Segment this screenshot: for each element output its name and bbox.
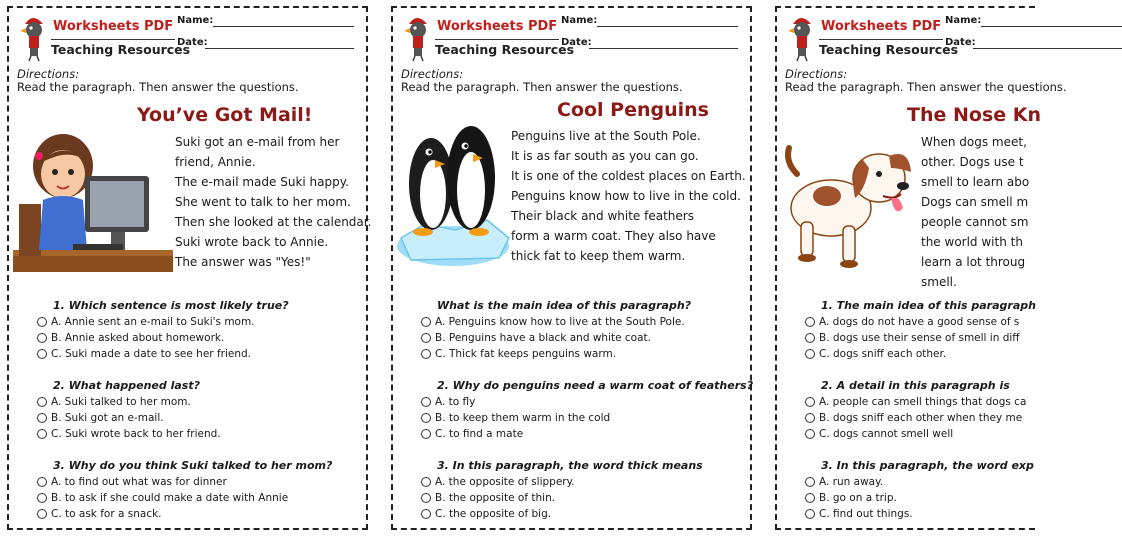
question-prompt: 1. Which sentence is most likely true?	[53, 299, 289, 312]
story-title: You’ve Got Mail!	[137, 104, 313, 126]
paragraph-line: other. Dogs use t	[921, 155, 1024, 169]
answer-option[interactable]: B. to ask if she could make a date with Annie	[37, 491, 288, 505]
answer-option[interactable]: C. the opposite of big.	[421, 507, 551, 521]
radio-circle-icon[interactable]	[37, 349, 47, 359]
directions-heading: Directions:	[17, 67, 80, 81]
brand-title: Worksheets PDF	[821, 19, 942, 34]
date-label: Date:	[177, 37, 208, 48]
paragraph-line: learn a lot throug	[921, 255, 1026, 269]
radio-circle-icon[interactable]	[805, 397, 815, 407]
answer-option[interactable]: A. the opposite of slippery.	[421, 475, 575, 489]
paragraph-line: Suki wrote back to Annie.	[175, 235, 329, 249]
paragraph-line: Dogs can smell m	[921, 195, 1029, 209]
paragraph-line: It is one of the coldest places on Earth.	[511, 169, 746, 183]
paragraph-line: It is as far south as you can go.	[511, 149, 699, 163]
radio-circle-icon[interactable]	[37, 509, 47, 519]
answer-option[interactable]: B. Annie asked about homework.	[37, 331, 224, 345]
brand-title: Worksheets PDF	[437, 19, 558, 34]
radio-circle-icon[interactable]	[421, 413, 431, 423]
brand-divider	[435, 39, 559, 40]
question-prompt: 3. In this paragraph, the word exp	[821, 459, 1034, 472]
answer-option[interactable]: C. Suki made a date to see her friend.	[37, 347, 251, 361]
radio-circle-icon[interactable]	[37, 493, 47, 503]
answer-option[interactable]: B. dogs use their sense of smell in diff	[805, 331, 1020, 345]
answer-option[interactable]: C. dogs sniff each other.	[805, 347, 946, 361]
directions-heading: Directions:	[401, 67, 464, 81]
penguins-on-ice-illustration	[395, 108, 513, 272]
paragraph-line: Penguins know how to live in the cold.	[511, 189, 741, 203]
bird-mascot-logo	[17, 14, 51, 62]
brand-divider	[51, 39, 175, 40]
answer-option[interactable]: C. Suki wrote back to her friend.	[37, 427, 221, 441]
dog-illustration	[779, 138, 919, 280]
question-prompt: 2. Why do penguins need a warm coat of feathers?	[437, 379, 754, 392]
answer-option[interactable]: B. the opposite of thin.	[421, 491, 555, 505]
brand-subtitle: Teaching Resources	[819, 42, 959, 57]
directions-text: Read the paragraph. Then answer the questions.	[17, 80, 299, 94]
radio-circle-icon[interactable]	[805, 477, 815, 487]
radio-circle-icon[interactable]	[421, 477, 431, 487]
answer-option[interactable]: A. people can smell things that dogs ca	[805, 395, 1026, 409]
name-label: Name:	[177, 15, 214, 26]
bird-mascot-logo	[401, 14, 435, 62]
radio-circle-icon[interactable]	[805, 493, 815, 503]
name-field[interactable]	[981, 26, 1122, 27]
question-prompt: 3. In this paragraph, the word thick means	[437, 459, 703, 472]
paragraph-line: thick fat to keep them warm.	[511, 249, 686, 263]
question-prompt: 2. A detail in this paragraph is	[821, 379, 1010, 392]
paragraph-line: Then she looked at the calendar.	[175, 215, 372, 229]
directions-text: Read the paragraph. Then answer the questions.	[401, 80, 683, 94]
name-field[interactable]	[597, 26, 738, 27]
date-field[interactable]	[589, 48, 738, 49]
date-label: Date:	[561, 37, 592, 48]
radio-circle-icon[interactable]	[805, 349, 815, 359]
paragraph-line: Penguins live at the South Pole.	[511, 129, 701, 143]
brand-header	[17, 14, 191, 62]
paragraph-line: The answer was "Yes!"	[175, 255, 311, 269]
answer-option[interactable]: B. Penguins have a black and white coat.	[421, 331, 651, 345]
worksheet-card	[775, 6, 1067, 530]
brand-title: Worksheets PDF	[53, 19, 174, 34]
story-title: Cool Penguins	[557, 99, 709, 121]
answer-option[interactable]: B. Suki got an e-mail.	[37, 411, 164, 425]
paragraph-line: She went to talk to her mom.	[175, 195, 351, 209]
story-title: The Nose Kn	[907, 104, 1042, 126]
paragraph-line: Their black and white feathers	[511, 209, 694, 223]
name-field[interactable]	[213, 26, 354, 27]
answer-option[interactable]: C. to find a mate	[421, 427, 523, 441]
radio-circle-icon[interactable]	[421, 349, 431, 359]
worksheet-card	[7, 6, 372, 530]
question-prompt: 3. Why do you think Suki talked to her mom?	[53, 459, 333, 472]
radio-circle-icon[interactable]	[421, 317, 431, 327]
paragraph-line: smell to learn abo	[921, 175, 1030, 189]
name-label: Name:	[945, 15, 982, 26]
answer-option[interactable]: A. to find out what was for dinner	[37, 475, 227, 489]
radio-circle-icon[interactable]	[421, 509, 431, 519]
radio-circle-icon[interactable]	[37, 333, 47, 343]
paragraph-line: form a warm coat. They also have	[511, 229, 716, 243]
answer-option[interactable]: A. dogs do not have a good sense of s	[805, 315, 1019, 329]
radio-circle-icon[interactable]	[805, 333, 815, 343]
story-paragraph	[511, 126, 746, 266]
radio-circle-icon[interactable]	[421, 429, 431, 439]
answer-option[interactable]: B. go on a trip.	[805, 491, 897, 505]
brand-subtitle: Teaching Resources	[51, 42, 191, 57]
answer-option[interactable]: C. find out things.	[805, 507, 913, 521]
name-label: Name:	[561, 15, 598, 26]
brand-header	[785, 14, 959, 62]
question-prompt: 2. What happened last?	[53, 379, 200, 392]
girl-at-computer-illustration	[13, 126, 173, 286]
paragraph-line: friend, Annie.	[175, 155, 256, 169]
story-paragraph	[175, 132, 371, 272]
paragraph-line: Suki got an e-mail from her	[175, 135, 340, 149]
brand-subtitle: Teaching Resources	[435, 42, 575, 57]
answer-option[interactable]: C. to ask for a snack.	[37, 507, 162, 521]
radio-circle-icon[interactable]	[805, 509, 815, 519]
paragraph-line: people cannot sm	[921, 215, 1029, 229]
answer-option[interactable]: C. Thick fat keeps penguins warm.	[421, 347, 616, 361]
question-prompt: What is the main idea of this paragraph?	[437, 299, 692, 312]
radio-circle-icon[interactable]	[805, 317, 815, 327]
radio-circle-icon[interactable]	[805, 413, 815, 423]
answer-option[interactable]: B. to keep them warm in the cold	[421, 411, 610, 425]
date-field[interactable]	[205, 48, 354, 49]
radio-circle-icon[interactable]	[421, 397, 431, 407]
brand-header	[401, 14, 575, 62]
answer-option[interactable]: A. Annie sent an e-mail to Suki's mom.	[37, 315, 255, 329]
story-paragraph	[921, 132, 1029, 292]
radio-circle-icon[interactable]	[37, 429, 47, 439]
radio-circle-icon[interactable]	[37, 413, 47, 423]
paragraph-line: the world with th	[921, 235, 1023, 249]
question-prompt: 1. The main idea of this paragraph	[821, 299, 1036, 312]
radio-circle-icon[interactable]	[37, 397, 47, 407]
answer-option[interactable]: A. to fly	[421, 395, 475, 409]
worksheet-card	[391, 6, 752, 530]
radio-circle-icon[interactable]	[805, 429, 815, 439]
directions-heading: Directions:	[785, 67, 848, 81]
radio-circle-icon[interactable]	[421, 493, 431, 503]
answer-option[interactable]: B. dogs sniff each other when they me	[805, 411, 1022, 425]
answer-option[interactable]: A. run away.	[805, 475, 883, 489]
date-field[interactable]	[973, 48, 1122, 49]
answer-option[interactable]: C. dogs cannot smell well	[805, 427, 953, 441]
bird-mascot-logo	[785, 14, 819, 62]
radio-circle-icon[interactable]	[37, 477, 47, 487]
answer-option[interactable]: A. Suki talked to her mom.	[37, 395, 191, 409]
directions-text: Read the paragraph. Then answer the questions.	[785, 80, 1067, 94]
radio-circle-icon[interactable]	[37, 317, 47, 327]
date-label: Date:	[945, 37, 976, 48]
paragraph-line: The e-mail made Suki happy.	[175, 175, 349, 189]
answer-option[interactable]: A. Penguins know how to live at the South Pole.	[421, 315, 685, 329]
brand-divider	[819, 39, 943, 40]
paragraph-line: smell.	[921, 275, 957, 289]
paragraph-line: When dogs meet,	[921, 135, 1027, 149]
radio-circle-icon[interactable]	[421, 333, 431, 343]
